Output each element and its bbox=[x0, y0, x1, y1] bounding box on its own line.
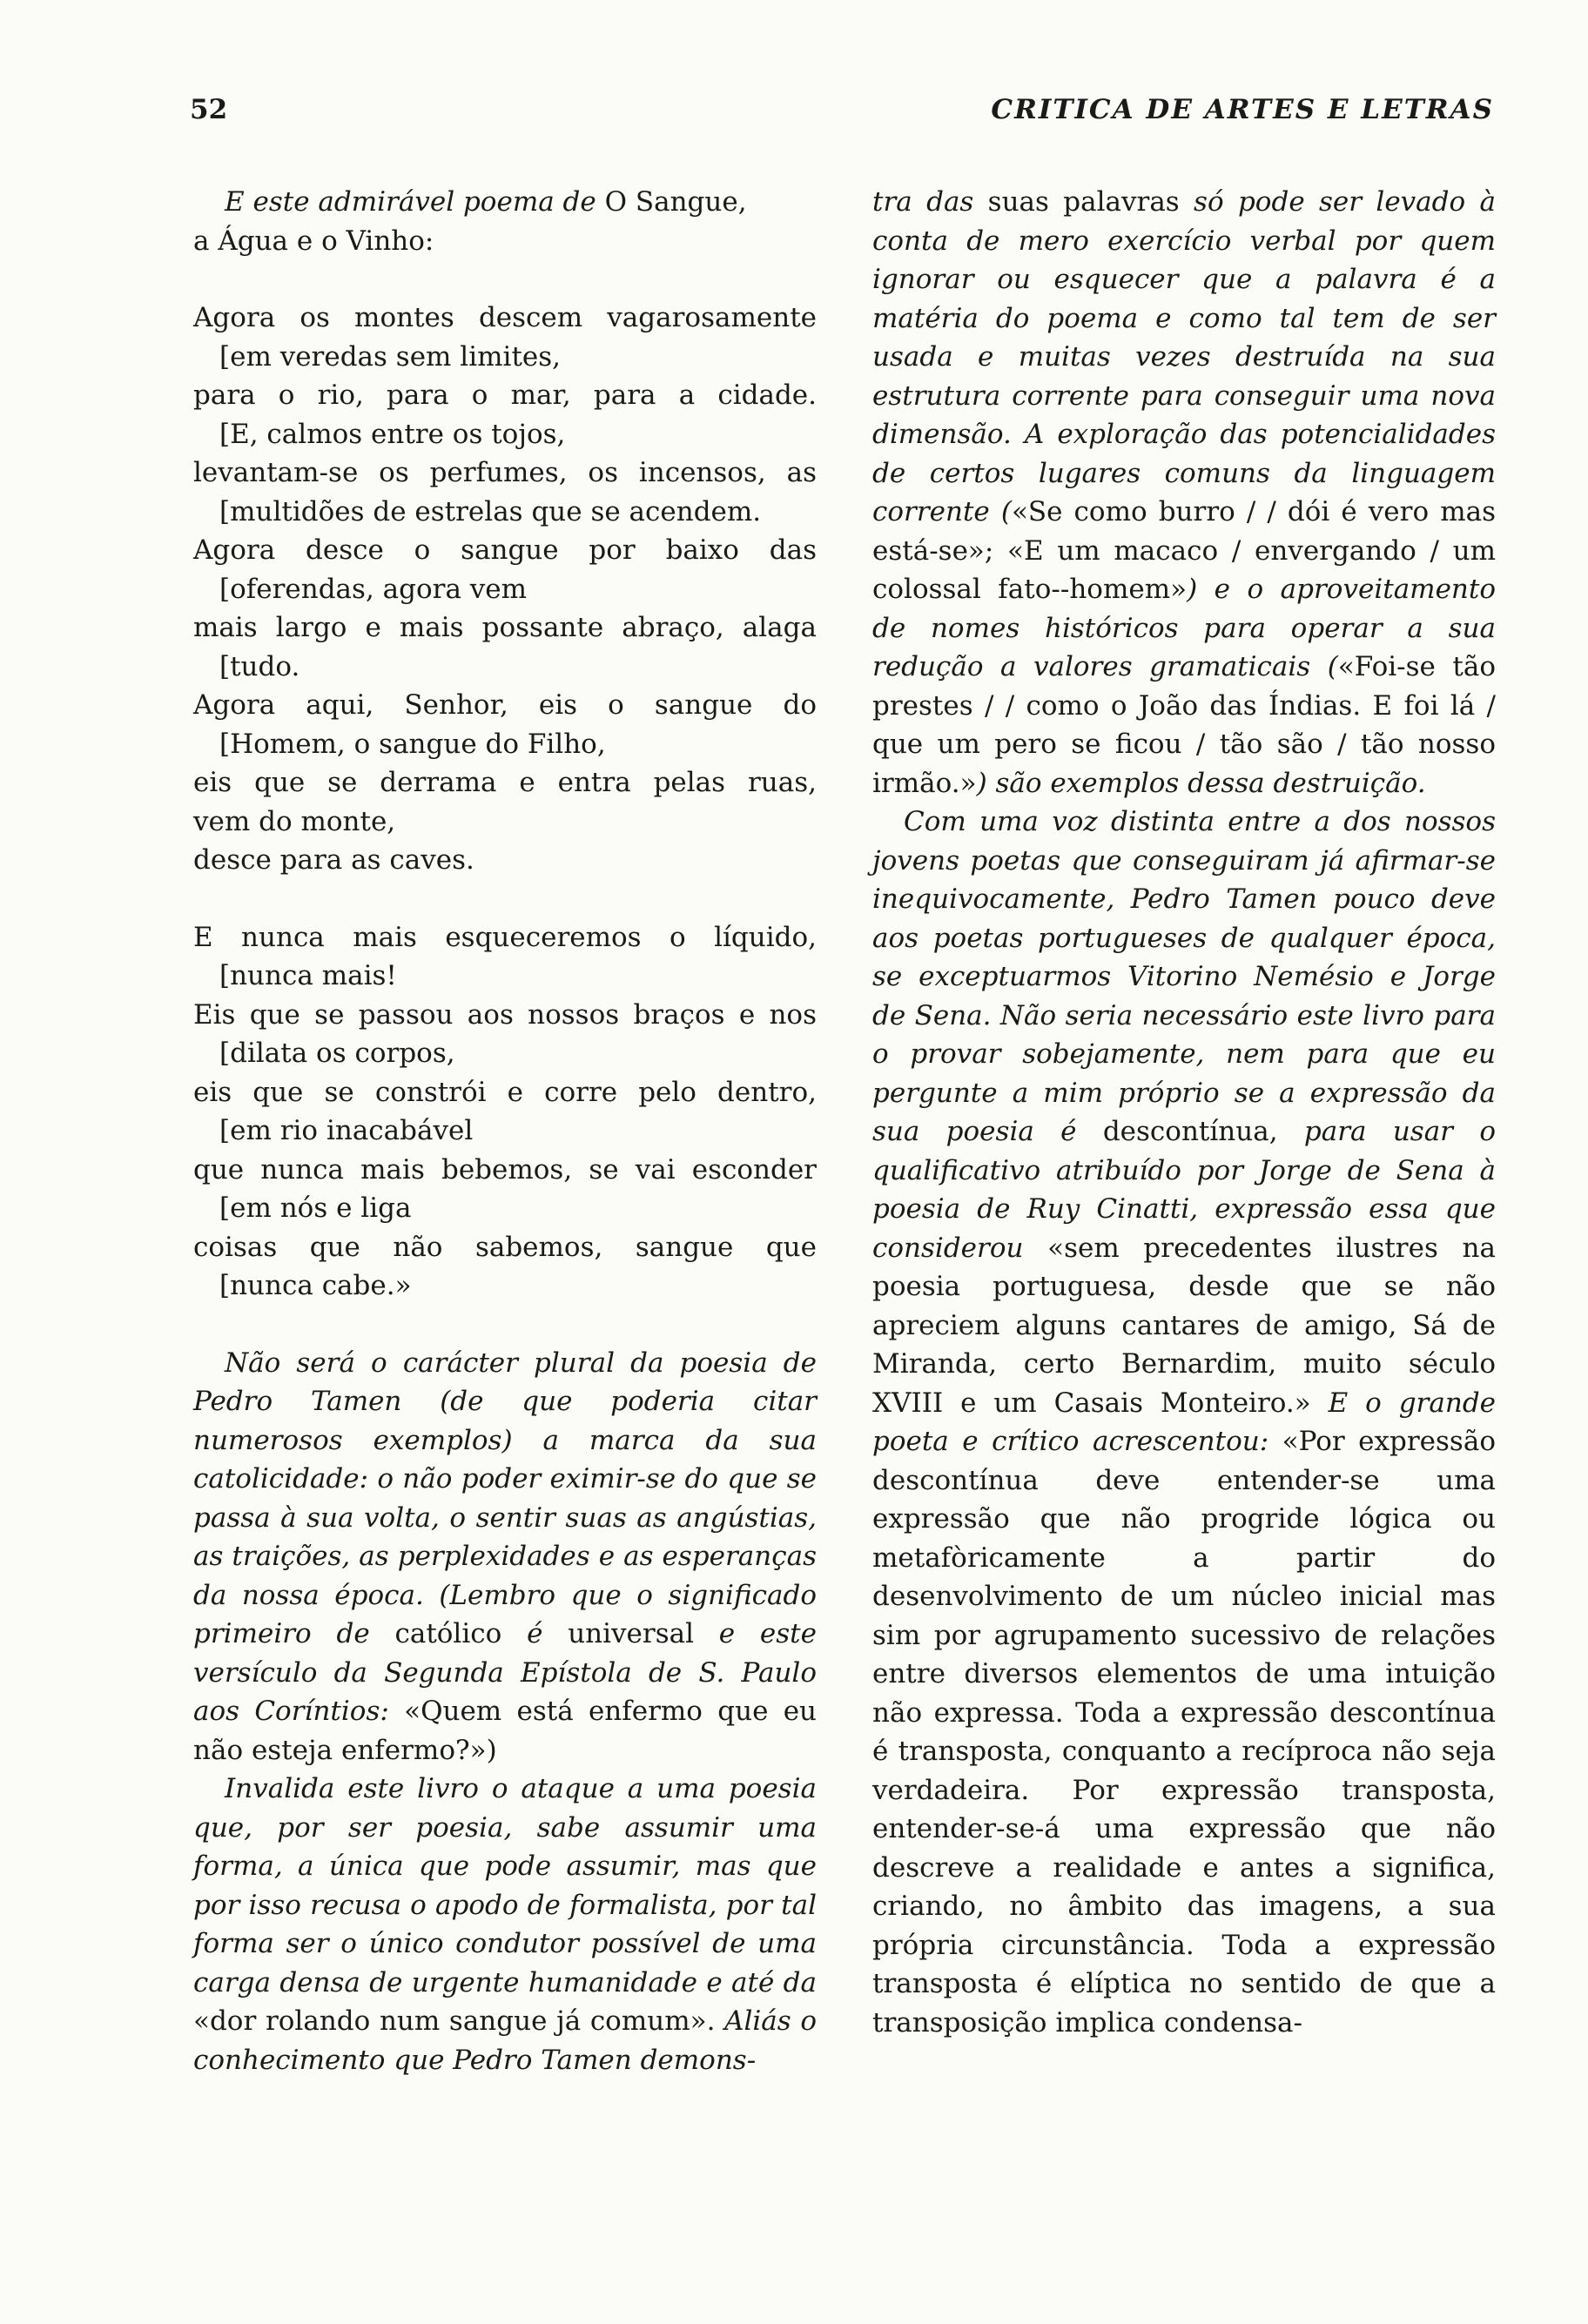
intro-paragraph: E este admirável poema de O Sangue, a Água e o Vinho: bbox=[193, 186, 747, 257]
poem-line: levantam-se os perfumes, os incensos, as bbox=[193, 457, 817, 488]
poem-stanza-2 bbox=[193, 918, 817, 1306]
poem-line: [oferendas, agora vem bbox=[219, 573, 528, 605]
poem-line: Agora aqui, Senhor, eis o sangue do bbox=[193, 689, 817, 721]
poem-line: para o rio, para o mar, para a cidade. bbox=[193, 379, 817, 411]
poem-line: E nunca mais esqueceremos o líquido, bbox=[193, 921, 817, 953]
poem-line: mais largo e mais possante abraço, alaga bbox=[193, 612, 817, 643]
poem-line: [Homem, o sangue do Filho, bbox=[219, 728, 606, 760]
poem-line: eis que se constrói e corre pelo dentro, bbox=[193, 1076, 817, 1108]
poem-line: [tudo. bbox=[219, 650, 300, 682]
poem-line: [em rio inacabável bbox=[219, 1115, 474, 1146]
poem-line: [nunca cabe.» bbox=[219, 1270, 412, 1301]
body-paragraph: tra das suas palavras só pode ser levado à conta de mero exercício verbal por quem ignorar ou esquecer que a palavra é a matéria do poema e como tal tem de ser usada e muitas vezes destruída na sua estrutura corrente para conseguir uma nova dimensão. A exploração das potencialidades de certos lugares comuns da linguagem corrente («Se como burro / / dói é vero mas está-se»; «E um macaco / envergando / um colossal fato--homem») e o aproveitamento de nomes históricos para operar a sua redução a valores gramaticais («Foi-se tão prestes / / como o João das Índias. E foi lá / que um pero se ficou / tão são / tão nosso irmão.») são exemplos dessa destruição. bbox=[872, 186, 1497, 799]
poem-line: [nunca mais! bbox=[219, 960, 397, 991]
body-paragraph: Invalida este livro o ataque a uma poesia que, por ser poesia, sabe assumir uma forma, a única que pode assumir, mas que por isso recusa o apodo de formalista, por tal forma ser o único condutor possível de uma carga densa de urgente humanidade e até da «dor rolando num sangue já comum». Aliás o conhecimento que Pedro Tamen demons- bbox=[193, 1773, 817, 2076]
poem-line: vem do monte, bbox=[193, 805, 396, 837]
poem-stanza-1 bbox=[193, 299, 817, 880]
poem-line: Agora os montes descem vagarosamente bbox=[193, 302, 817, 333]
poem-line: Agora desce o sangue por baixo das bbox=[193, 534, 817, 566]
body-paragraph: Não será o carácter plural da poesia de Pedro Tamen (de que poderia citar numerosos exemplos) a marca da sua catolicidade: o não poder eximir-se do que se passa à sua volta, o sentir suas as angústias, as traições, as perplexidades e as esperanças da nossa época. (Lembro que o significado primeiro de católico é universal e este versículo da Segunda Epístola de S. Paulo aos Coríntios: «Quem está enfermo que eu não esteja enfermo?») bbox=[193, 1347, 818, 1766]
poem-line: [E, calmos entre os tojos, bbox=[219, 418, 566, 450]
poem-line: Eis que se passou aos nossos braços e nos bbox=[193, 998, 817, 1031]
poem-line: que nunca mais bebemos, se vai esconder bbox=[193, 1153, 817, 1186]
right-column bbox=[872, 183, 1496, 2042]
body-paragraph: Com uma voz distinta entre a dos nossos jovens poetas que conseguiram já afirmar-se inequivocamente, Pedro Tamen pouco deve aos poetas portugueses de qualquer época, se exceptuarmos Vitorino Nemésio e Jorge de Sena. Não seria necessário este livro para o provar sobejamente, nem para que eu pergunte a mim próprio se a expressão da sua poesia é descontínua, para usar o qualificativo atribuído por Jorge de Sena à poesia de Ruy Cinatti, expressão essa que considerou «sem precedentes ilustres na poesia portuguesa, desde que se não apreciem alguns cantares de amigo, Sá de Miranda, certo Bernardim, muito século XVIII e um Casais Monteiro.» E o grande poeta e crítico acrescentou: «Por expressão descontínua deve entender-se uma expressão que não progride lógica ou metafòricamente a partir do desenvolvimento de um núcleo inicial mas sim por agrupamento sucessivo de relações entre diversos elementos de uma intuição não expressa. Toda a expressão descontínua é transposta, conquanto a recíproca não seja verdadeira. Por expressão transposta, entender-se-á uma expressão que não descreve a realidade e antes a significa, criando, no âmbito das imagens, a sua própria circunstância. Toda a expressão transposta é elíptica no sentido de que a transposição implica condensa- bbox=[872, 806, 1497, 2039]
page-number: 52 bbox=[190, 94, 228, 125]
poem-line: desce para as caves. bbox=[193, 844, 474, 876]
poem-line: [em nós e liga bbox=[219, 1192, 412, 1224]
poem-line: [multidões de estrelas que se acendem. bbox=[219, 495, 762, 527]
poem-line: coisas que não sabemos, sangue que bbox=[193, 1231, 817, 1263]
page-header bbox=[190, 94, 1494, 125]
poem-line: [em veredas sem limites, bbox=[219, 340, 562, 373]
running-title: CRITICA DE ARTES E LETRAS bbox=[991, 94, 1494, 125]
poem-line: [dilata os corpos, bbox=[219, 1038, 455, 1069]
left-column bbox=[193, 183, 817, 2079]
poem-line: eis que se derrama e entra pelas ruas, bbox=[193, 767, 817, 798]
